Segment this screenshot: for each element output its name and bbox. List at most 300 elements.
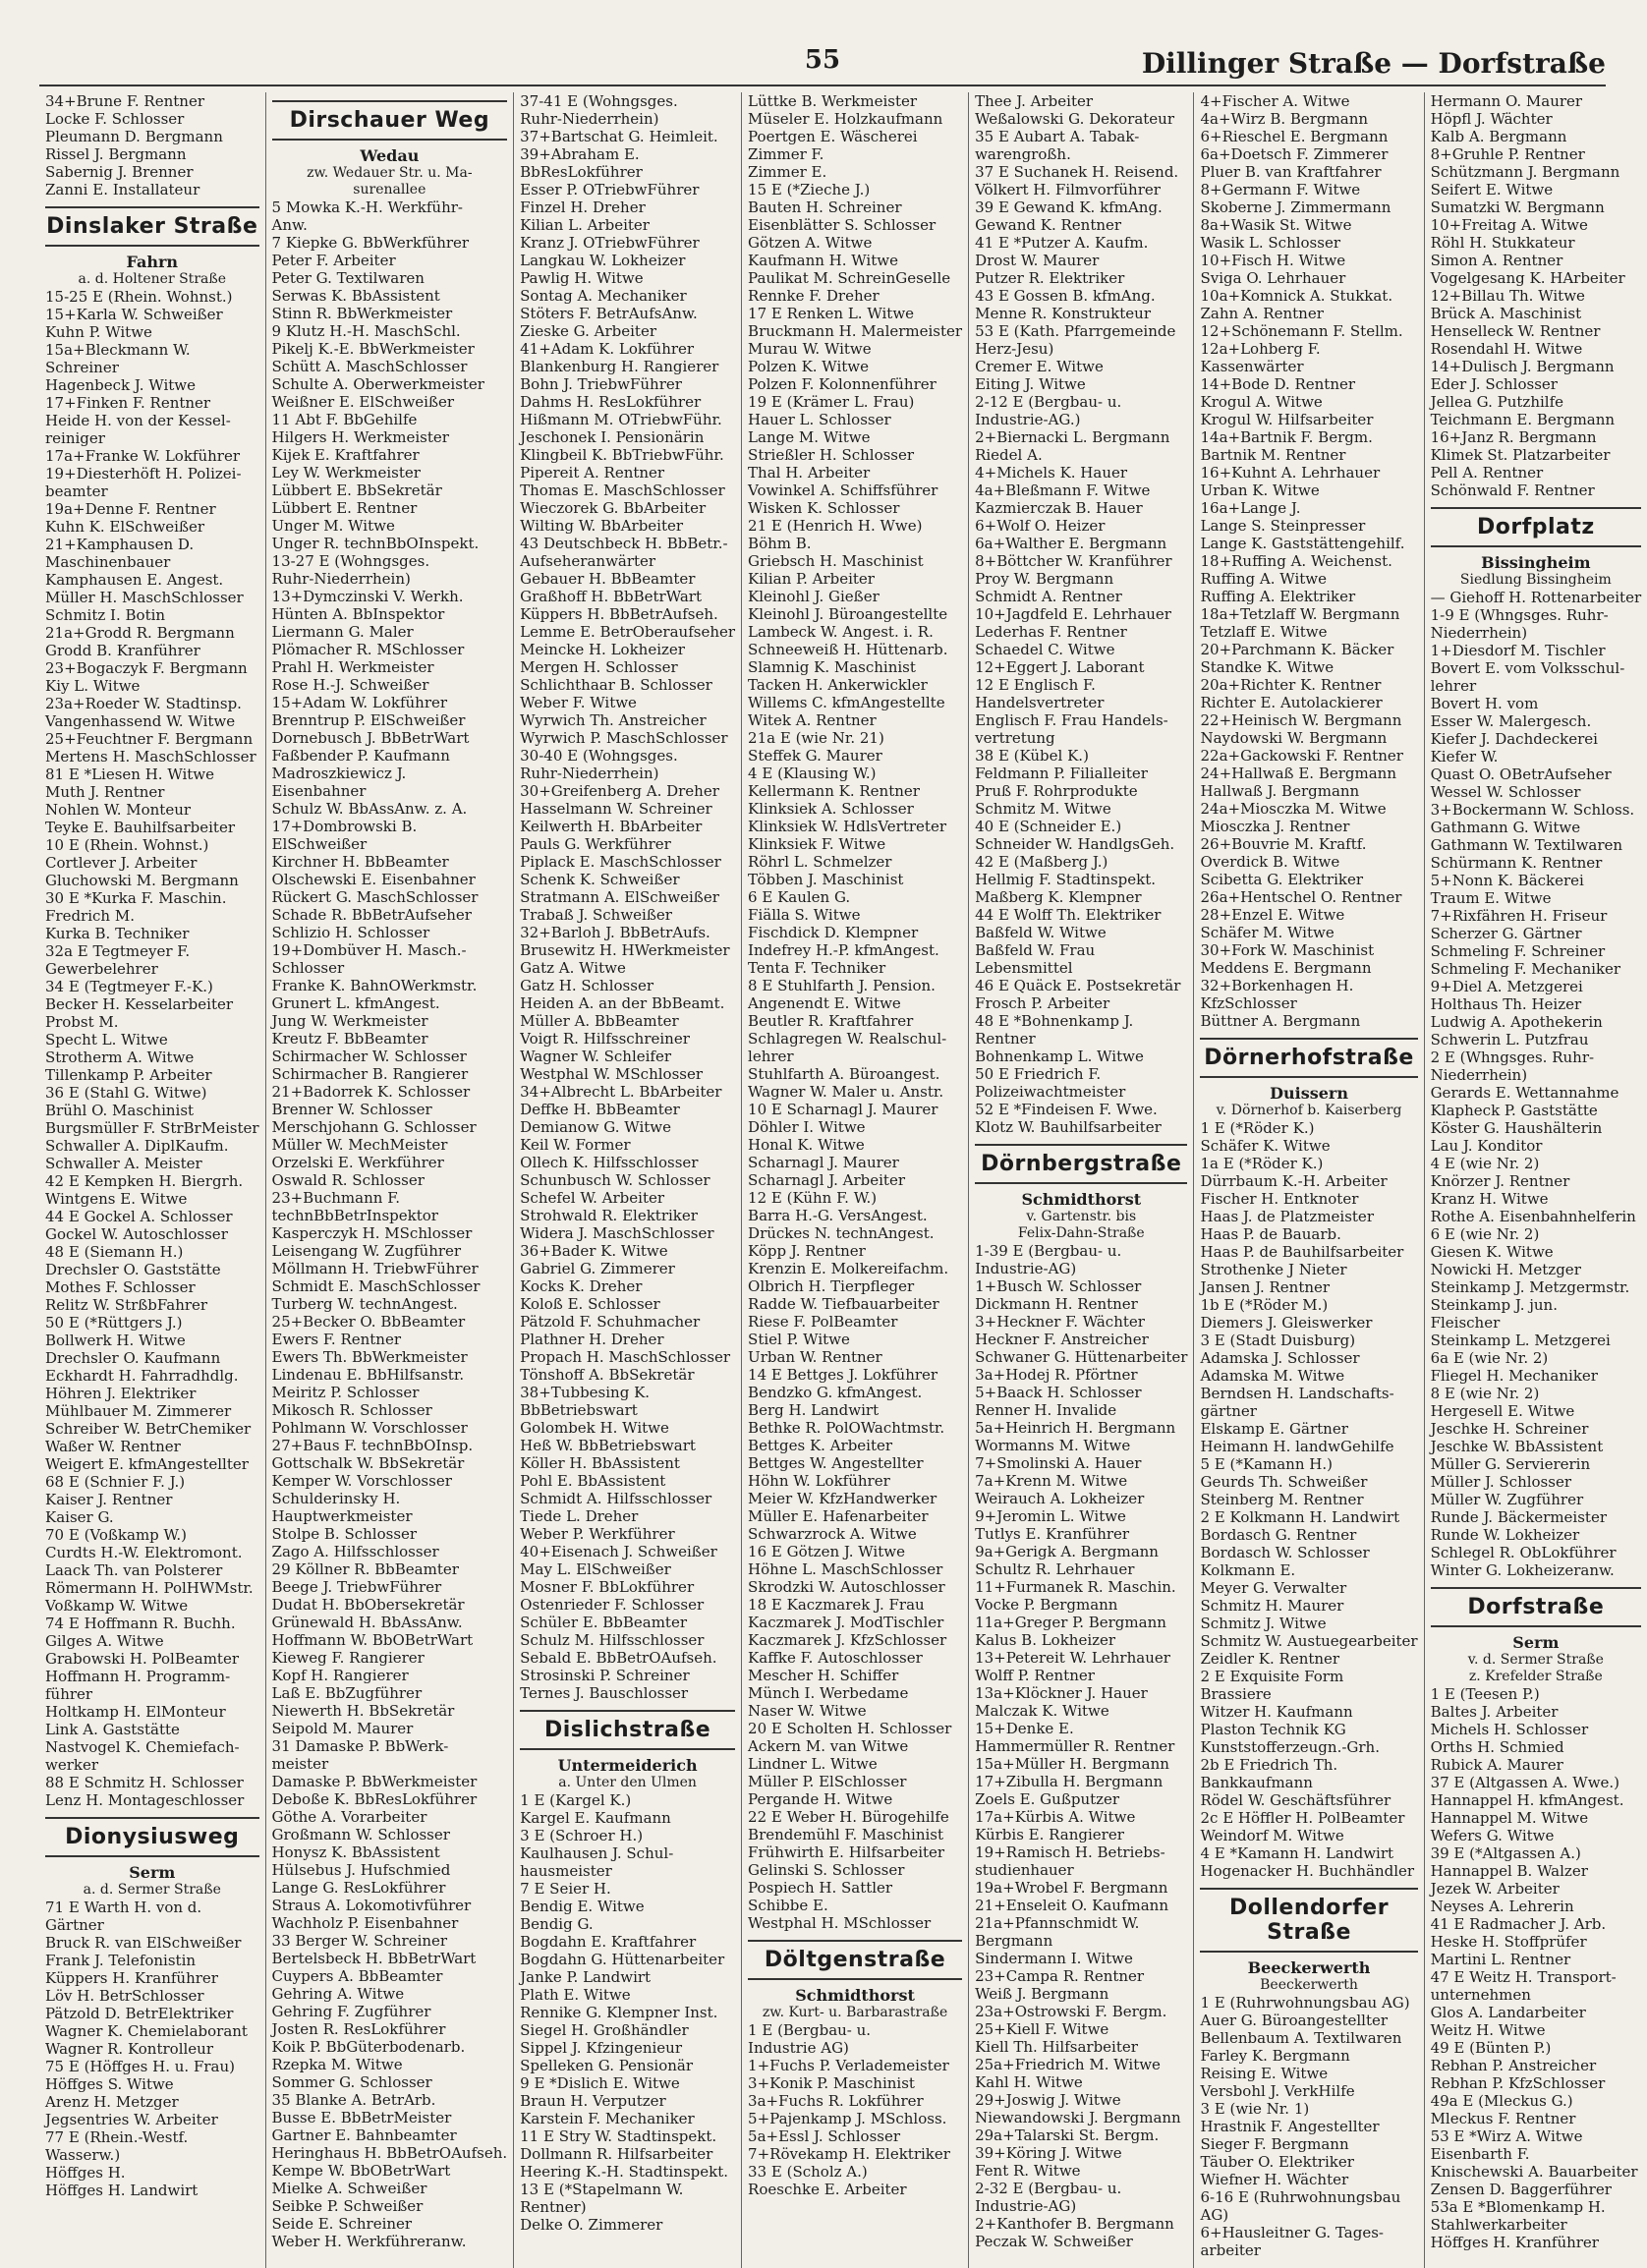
resident-entry: 31 Damaske P. BbWerk-: [271, 1737, 449, 1755]
resident-entry: 15+Adam W. Lokführer: [271, 694, 448, 711]
resident-entry: Kalb A. Bergmann: [1430, 128, 1567, 145]
resident-entry: Polzen K. Witwe: [748, 358, 870, 375]
directory-columns: [39, 92, 1642, 2268]
resident-entry: 1+Fuchs P. Verlademeister: [748, 2057, 949, 2074]
resident-entry: Hißmann M. OTriebwFühr.: [520, 411, 722, 428]
resident-entry: 21+Kamphausen D.: [45, 536, 195, 553]
resident-entry: Müller W. Zugführer: [1430, 1491, 1584, 1508]
resident-entry: Esser W. Malergesch.: [1430, 712, 1592, 730]
resident-entry: Adamska J. Schlosser: [1200, 1349, 1360, 1367]
resident-entry: Großmann W. Schlosser: [271, 1826, 450, 1843]
district-heading: Bissingheim: [1481, 553, 1591, 572]
resident-entry: Versbohl J. VerkHilfe: [1200, 2082, 1355, 2100]
resident-entry: 24+Hallwaß E. Bergmann: [1200, 765, 1396, 782]
resident-entry: Jegsentries W. Arbeiter: [45, 2111, 218, 2128]
resident-entry: Krogul W. Hilfsarbeiter: [1200, 411, 1374, 428]
resident-entry: Link A. Gaststätte: [45, 1721, 180, 1738]
resident-entry: 19+Diesterhöft H. Polizei-: [45, 465, 242, 482]
resident-entry: 1 E (Kargel K.): [520, 1791, 632, 1809]
resident-entry: Kaufmann H. Witwe: [748, 252, 898, 269]
street-location-note: Beeckerwerth: [1260, 1977, 1358, 1993]
resident-entry: Rückert G. MaschSchlosser: [271, 888, 479, 906]
resident-entry: Schneider W. HandlgsGeh.: [975, 835, 1175, 853]
resident-entry: Kreutz F. BbBeamter: [271, 1030, 428, 1048]
resident-entry: 5+Pajenkamp J. MSchloss.: [748, 2110, 947, 2127]
street-heading: Dionysiusweg: [45, 1817, 259, 1857]
resident-entry: 9 Klutz H.-H. MaschSchl.: [271, 322, 461, 340]
resident-entry: Berg H. Landwirt: [748, 1401, 880, 1419]
resident-entry: Kieweg F. Rangierer: [271, 1649, 425, 1667]
resident-entry: Sumatzki W. Bergmann: [1430, 198, 1605, 216]
resident-entry: Schütt A. MaschSchlosser: [271, 358, 468, 375]
resident-entry: 8a+Wasik St. Witwe: [1200, 216, 1352, 234]
resident-entry: Berndsen H. Landschafts-: [1200, 1385, 1394, 1402]
resident-entry: 1+Diesdorf M. Tischler: [1430, 642, 1606, 659]
resident-entry: 2c E Höffler H. PolBeamter: [1200, 1809, 1405, 1827]
resident-entry: Bethke R. PolOWachtmstr.: [748, 1419, 945, 1437]
district-heading: Beeckerwerth: [1247, 1958, 1371, 1977]
resident-entry: Sabernig J. Brenner: [45, 163, 194, 181]
resident-entry: 6+Rieschel E. Bergmann: [1200, 128, 1389, 145]
resident-entry: 18+Ruffing A. Weichenst.: [1200, 552, 1392, 570]
resident-entry: 29 Köllner R. BbBeamter: [271, 1560, 459, 1578]
district-heading: Serm: [129, 1863, 176, 1882]
resident-entry: Münch I. Werbedame: [748, 1684, 909, 1702]
resident-entry: Büttner A. Bergmann: [1200, 1012, 1361, 1030]
resident-entry: Niewerth H. BbSekretär: [271, 1702, 455, 1720]
resident-entry: Karstein F. Mechaniker: [520, 2110, 695, 2127]
resident-entry: Tiede L. Dreher: [520, 1507, 639, 1525]
resident-entry: 19+Dombüver H. Masch.-: [271, 941, 467, 959]
resident-entry: Koloß E. Schlosser: [520, 1295, 660, 1313]
resident-entry: Lüttke B. Werkmeister: [748, 92, 918, 110]
resident-entry: Klapheck P. Gaststätte: [1430, 1102, 1598, 1119]
resident-entry: Adamska M. Witwe: [1200, 1367, 1345, 1385]
resident-entry: Kempe W. BbOBetrWart: [271, 2162, 451, 2180]
resident-entry: Deboße K. BbResLokführer: [271, 1790, 478, 1808]
resident-entry: Graßhoff H. BbBetrWart: [520, 588, 702, 605]
resident-entry: Kalus B. Lokheizer: [975, 1631, 1116, 1649]
resident-entry: Fredrich M.: [45, 907, 135, 925]
resident-entry: Polizeiwachtmeister: [975, 1083, 1126, 1101]
resident-entry: Kunststofferzeugn.-Grh.: [1200, 1738, 1380, 1756]
resident-entry: 39 E (*Altgassen A.): [1430, 1844, 1581, 1862]
resident-entry: Fliegel H. Mechaniker: [1430, 1367, 1598, 1385]
resident-entry: Wagner W. Schleifer: [520, 1048, 672, 1065]
resident-entry: 2-32 E (Bergbau- u.: [975, 2180, 1122, 2197]
resident-entry: Wieczorek G. BbArbeiter: [520, 499, 707, 517]
resident-entry: Esser P. OTriebwFührer: [520, 181, 700, 198]
street-heading: Dollendorfer Straße: [1200, 1888, 1417, 1953]
resident-entry: Krenzin E. Molkereifachm.: [748, 1260, 949, 1277]
resident-entry: Industrie-AG.): [975, 411, 1081, 428]
resident-entry: Overdick B. Witwe: [1200, 853, 1340, 871]
resident-entry: 41 E *Putzer A. Kaufm.: [975, 234, 1149, 252]
resident-entry: Weber H. Werkführeranw.: [271, 2233, 467, 2250]
resident-entry: 21 E (Henrich H. Wwe): [748, 517, 923, 535]
resident-entry: Faßbender P. Kaufmann: [271, 747, 450, 765]
resident-entry: Gehring A. Witwe: [271, 1985, 405, 2003]
resident-entry: Heringhaus H. BbBetrOAufseh.: [271, 2144, 508, 2162]
resident-entry: 4+Michels K. Hauer: [975, 464, 1128, 482]
resident-entry: Wachholz P. Eisenbahner: [271, 1914, 459, 1932]
resident-entry: Menne R. Konstrukteur: [975, 305, 1152, 322]
resident-entry: Haas J. de Platzmeister: [1200, 1208, 1374, 1225]
resident-entry: Teyke E. Bauhilfsarbeiter: [45, 819, 236, 836]
resident-entry: 7 Kiepke G. BbWerkführer: [271, 234, 470, 252]
resident-entry: 32+Barloh J. BbBetrAufs.: [520, 924, 710, 941]
resident-entry: Knischewski A. Bauarbeiter: [1430, 2163, 1638, 2181]
resident-entry: 20+Parchmann K. Bäcker: [1200, 641, 1394, 658]
resident-entry: Schwerin L. Putzfrau: [1430, 1031, 1589, 1049]
resident-entry: Schultz R. Lehrhauer: [975, 1560, 1135, 1578]
resident-entry: Josten R. ResLokführer: [271, 2020, 446, 2038]
resident-entry: warengroßh.: [975, 145, 1071, 163]
resident-entry: Ley W. Werkmeister: [271, 464, 421, 482]
resident-entry: Ewers F. Rentner: [271, 1331, 402, 1348]
resident-entry: Pipereit A. Rentner: [520, 464, 665, 482]
resident-entry: 23+Buchmann F.: [271, 1189, 401, 1207]
resident-entry: Hallwaß J. Bergmann: [1200, 782, 1360, 800]
resident-entry: Gluchowski M. Bergmann: [45, 872, 239, 889]
resident-entry: Kiefer W.: [1430, 748, 1499, 765]
resident-entry: Bellenbaum A. Textilwaren: [1200, 2029, 1402, 2047]
resident-entry: Krogul A. Witwe: [1200, 393, 1323, 411]
resident-entry: 6a E (wie Nr. 2): [1430, 1349, 1549, 1367]
resident-entry: Strosinski P. Schreiner: [520, 1667, 690, 1684]
resident-entry: 18a+Tetzlaff W. Bergmann: [1200, 605, 1400, 623]
resident-entry: 12a+Lohberg F.: [1200, 340, 1321, 358]
resident-entry: 37+Bartschat G. Heimleit.: [520, 128, 718, 145]
resident-entry: Gehring F. Zugführer: [271, 2003, 431, 2020]
resident-entry: 13 E (*Stapelmann W.: [520, 2181, 684, 2198]
resident-entry: 35 E Aubart A. Tabak-: [975, 128, 1140, 145]
resident-entry: Gatz H. Schlosser: [520, 977, 653, 994]
resident-entry: Schmidt E. MaschSchlosser: [271, 1277, 481, 1295]
resident-entry: 17a+Kürbis A. Witwe: [975, 1808, 1136, 1826]
resident-entry: 3 E (wie Nr. 1): [1200, 2100, 1310, 2118]
resident-entry: Schüler E. BbBeamter: [520, 1614, 688, 1631]
resident-entry: Martini L. Rentner: [1430, 1951, 1571, 1968]
resident-entry: 4 E (wie Nr. 2): [1430, 1155, 1540, 1172]
street-location-note: v. Gartenstr. bis: [1026, 1209, 1137, 1224]
resident-entry: Piplack E. MaschSchlosser: [520, 853, 721, 871]
resident-entry: Rennke F. Dreher: [748, 287, 880, 305]
resident-entry: Murau W. Witwe: [748, 340, 872, 358]
resident-entry: Wasserw.): [45, 2146, 121, 2164]
resident-entry: Gelinski S. Schlosser: [748, 1861, 905, 1879]
resident-entry: 52 E *Findeisen F. Wwe.: [975, 1101, 1158, 1118]
page-number: 55: [804, 45, 841, 75]
resident-entry: Kassenwärter: [1200, 358, 1304, 375]
resident-entry: Eder J. Schlosser: [1430, 375, 1558, 393]
resident-entry: Lambeck W. Angest. i. R.: [748, 623, 934, 641]
resident-entry: Schaedel C. Witwe: [975, 641, 1115, 658]
resident-entry: Winter G. Lokheizeranw.: [1430, 1561, 1615, 1579]
resident-entry: Sontag A. Mechaniker: [520, 287, 687, 305]
resident-entry: Bogdahn E. Kraftfahrer: [520, 1933, 697, 1951]
resident-entry: Jeschke W. BbAssistent: [1430, 1438, 1604, 1455]
resident-entry: beamter: [45, 482, 108, 500]
resident-entry: 38+Tubbesing K.: [520, 1384, 651, 1401]
resident-entry: Völkert H. Filmvorführer: [975, 181, 1161, 198]
resident-entry: Westphal W. MSchlosser: [520, 1065, 704, 1083]
resident-entry: 88 E Schmitz H. Schlosser: [45, 1774, 244, 1791]
resident-entry: Ewers Th. BbWerkmeister: [271, 1348, 468, 1366]
resident-entry: Wormanns M. Witwe: [975, 1437, 1131, 1454]
resident-entry: 6+Hausleitner G. Tages-: [1200, 2224, 1384, 2241]
resident-entry: Tutlys E. Kranführer: [975, 1525, 1130, 1543]
directory-column: [39, 92, 265, 2268]
resident-entry: 3a+Fuchs R. Lokführer: [748, 2092, 924, 2110]
resident-entry: Malczak K. Witwe: [975, 1702, 1109, 1720]
resident-entry: Klinksiek A. Schlosser: [748, 800, 914, 818]
resident-entry: Stuhlfarth A. Büroangest.: [748, 1065, 940, 1083]
resident-entry: Vogelgesang K. HArbeiter: [1430, 269, 1625, 287]
resident-entry: Mescher H. Schiffer: [748, 1667, 899, 1684]
resident-entry: Ackern M. van Witwe: [748, 1737, 909, 1755]
resident-entry: 2+Kanthofer B. Bergmann: [975, 2215, 1174, 2233]
resident-entry: Schlagregen W. Realschul-: [748, 1030, 947, 1048]
resident-entry: Nohlen W. Monteur: [45, 801, 192, 819]
resident-entry: Auer G. Büroangestellter: [1200, 2012, 1389, 2029]
resident-entry: Weirauch A. Lokheizer: [975, 1490, 1145, 1507]
resident-entry: 30+Fork W. Maschinist: [1200, 941, 1375, 959]
resident-entry: 14 E Bettges J. Lokführer: [748, 1366, 938, 1384]
street-heading: Dörnbergstraße: [975, 1144, 1187, 1184]
resident-entry: 22 E Weber H. Bürogehilfe: [748, 1808, 949, 1826]
resident-entry: 10+Freitag A. Witwe: [1430, 216, 1588, 234]
district-heading: Untermeiderich: [557, 1756, 698, 1775]
resident-entry: 15-25 E (Rhein. Wohnst.): [45, 288, 233, 306]
resident-entry: Zahn A. Rentner: [1200, 305, 1324, 322]
resident-entry: Drechsler O. Kaufmann: [45, 1349, 221, 1367]
resident-entry: Bertelsbeck H. BbBetrWart: [271, 1950, 477, 1967]
resident-entry: Kemper W. Vorschlosser: [271, 1472, 452, 1490]
street-heading: Döltgenstraße: [748, 1940, 962, 1980]
resident-entry: Brenntrup P. ElSchweißer: [271, 711, 466, 729]
resident-entry: Steinkamp J. jun.: [1430, 1296, 1558, 1314]
resident-entry: 5a+Essl J. Schlosser: [748, 2127, 901, 2145]
resident-entry: 30-40 E (Wohngsges.: [520, 747, 678, 765]
resident-entry: 25+Becker O. BbBeamter: [271, 1313, 466, 1331]
resident-entry: Frühwirth E. Hilfsarbeiter: [748, 1843, 945, 1861]
resident-entry: 77 E (Rhein.-Westf.: [45, 2128, 189, 2146]
district-heading: Serm: [1512, 1633, 1560, 1652]
resident-entry: 12+Eggert J. Laborant: [975, 658, 1145, 676]
resident-entry: Kleinohl J. Büroangestellte: [748, 605, 948, 623]
resident-entry: Küppers H. Kranführer: [45, 1969, 218, 1987]
resident-entry: Straus A. Lokomotivführer: [271, 1897, 472, 1914]
resident-entry: 23a+Roeder W. Stadtinsp.: [45, 695, 242, 712]
resident-entry: Meddens E. Bergmann: [1200, 959, 1372, 977]
resident-entry: Schulz W. BbAssAnw. z. A.: [271, 800, 468, 818]
resident-entry: Scherzer G. Gärtner: [1430, 925, 1582, 942]
resident-entry: Hilgers H. Werkmeister: [271, 428, 449, 446]
resident-entry: Schmitz M. Witwe: [975, 800, 1111, 818]
resident-entry: 15+Denke E.: [975, 1720, 1074, 1737]
resident-entry: 1-39 E (Bergbau- u.: [975, 1242, 1122, 1260]
resident-entry: Delke O. Zimmerer: [520, 2216, 663, 2234]
resident-entry: hausmeister: [520, 1862, 612, 1880]
resident-entry: reiniger: [45, 429, 105, 447]
resident-entry: Gilges A. Witwe: [45, 1632, 164, 1650]
resident-entry: 9 E *Dislich E. Witwe: [520, 2074, 680, 2092]
street-location-note: v. Dörnerhof b. Kaiserberg: [1216, 1103, 1402, 1118]
resident-entry: Köller H. BbAssistent: [520, 1454, 680, 1472]
resident-entry: Pergande H. Witwe: [748, 1790, 893, 1808]
resident-entry: 12 E (Kühn F. W.): [748, 1189, 878, 1207]
resident-entry: 50 E Friedrich F.: [975, 1065, 1102, 1083]
resident-entry: 5+Baack H. Schlosser: [975, 1384, 1142, 1401]
resident-entry: Schmeling F. Mechaniker: [1430, 960, 1621, 978]
resident-entry: Kilian L. Arbeiter: [520, 216, 650, 234]
resident-entry: 15+Karla W. Schweißer: [45, 306, 223, 323]
resident-entry: Plathner H. Dreher: [520, 1331, 664, 1348]
resident-entry: 19a+Wrobel F. Bergmann: [975, 1879, 1168, 1897]
resident-entry: Drückes N. technAngest.: [748, 1224, 935, 1242]
resident-entry: Schunbusch W. Schlosser: [520, 1171, 710, 1189]
resident-entry: Rennike G. Klempner Inst.: [520, 2004, 718, 2021]
resident-entry: 11a+Greger P. Bergmann: [975, 1614, 1166, 1631]
resident-entry: Cremer E. Witwe: [975, 358, 1104, 375]
resident-entry: Haas P. de Bauhilfsarbeiter: [1200, 1243, 1404, 1261]
resident-entry: Anw.: [271, 216, 308, 234]
resident-entry: Holthaus Th. Heizer: [1430, 995, 1582, 1013]
resident-entry: Brassiere: [1200, 1685, 1272, 1703]
resident-entry: Keilwerth H. BbArbeiter: [520, 818, 703, 835]
resident-entry: 17+Finken F. Rentner: [45, 394, 211, 412]
resident-entry: 6 E (wie Nr. 2): [1430, 1225, 1540, 1243]
resident-entry: Vowinkel A. Schiffsführer: [748, 482, 938, 499]
resident-entry: Schmidt A. Rentner: [975, 588, 1122, 605]
directory-column: [1193, 92, 1423, 2268]
resident-entry: Meiritz P. Schlosser: [271, 1384, 420, 1401]
resident-entry: Kirchner H. BbBeamter: [271, 853, 449, 871]
resident-entry: technBbBetrInspektor: [271, 1207, 438, 1224]
resident-entry: 19+Ramisch H. Betriebs-: [975, 1843, 1165, 1861]
resident-entry: 2 E Exquisite Form: [1200, 1668, 1344, 1685]
resident-entry: Farley K. Bergmann: [1200, 2047, 1350, 2065]
resident-entry: Angenendt E. Witwe: [748, 994, 901, 1012]
resident-entry: Küppers H. BbBetrAufseh.: [520, 605, 718, 623]
resident-entry: Schmitz W. Austuegearbeiter: [1200, 1632, 1418, 1650]
resident-entry: Giesen K. Witwe: [1430, 1243, 1554, 1261]
resident-entry: Bovert H. vom: [1430, 695, 1539, 712]
resident-entry: Schirmacher W. Schlosser: [271, 1048, 467, 1065]
resident-entry: Hogenacker H. Buchhändler: [1200, 1862, 1415, 1880]
resident-entry: Bohnenkamp L. Witwe: [975, 1048, 1144, 1065]
resident-entry: studienhauer: [975, 1861, 1074, 1879]
resident-entry: Westphal H. MSchlosser: [748, 1914, 932, 1932]
resident-entry: Meyer G. Verwalter: [1200, 1579, 1347, 1597]
resident-entry: Bruck R. van ElSchweißer: [45, 1934, 242, 1952]
resident-entry: 38 E (Kübel K.): [975, 747, 1089, 765]
resident-entry: 32a E Tegtmeyer F.: [45, 942, 191, 960]
resident-entry: Becker H. Kesselarbeiter: [45, 995, 234, 1013]
resident-entry: Orzelski E. Werkführer: [271, 1154, 444, 1171]
resident-entry: 13-27 E (Wohngsges.: [271, 552, 430, 570]
resident-entry: Handelsvertreter: [975, 694, 1105, 711]
resident-entry: Götzen A. Witwe: [748, 234, 873, 252]
resident-entry: Riedel A.: [975, 446, 1043, 464]
resident-entry: Cortlever J. Arbeiter: [45, 854, 198, 872]
resident-entry: Strotherm A. Witwe: [45, 1049, 195, 1066]
resident-entry: Ludwig A. Apothekerin: [1430, 1013, 1603, 1031]
resident-entry: 3 E (Stadt Duisburg): [1200, 1332, 1356, 1349]
resident-entry: Schreiner: [45, 359, 119, 376]
resident-entry: Kargel E. Kaufmann: [520, 1809, 671, 1827]
resident-entry: Gebauer H. BbBeamter: [520, 570, 696, 588]
resident-entry: 1 E (*Röder K.): [1200, 1119, 1315, 1137]
resident-entry: 8+Gruhle P. Rentner: [1430, 145, 1585, 163]
resident-entry: 8 E Stuhlfarth J. Pension.: [748, 977, 936, 994]
resident-entry: 22a+Gackowski F. Rentner: [1200, 747, 1403, 765]
resident-entry: Ruffing A. Elektriker: [1200, 588, 1356, 605]
resident-entry: Frank J. Telefonistin: [45, 1952, 197, 1969]
resident-entry: 43 Deutschbeck H. BbBetr.-: [520, 535, 728, 552]
resident-entry: 23a+Ostrowski F. Bergm.: [975, 2003, 1167, 2020]
resident-entry: Bendzko G. kfmAngest.: [748, 1384, 923, 1401]
resident-entry: Propach H. MaschSchlosser: [520, 1348, 731, 1366]
resident-entry: Willems C. kfmAngestellte: [748, 694, 945, 711]
resident-entry: Witek A. Rentner: [748, 711, 877, 729]
resident-entry: Kleinohl J. Gießer: [748, 588, 880, 605]
resident-entry: Müller P. ElSchlosser: [748, 1773, 907, 1790]
resident-entry: 10 E (Rhein. Wohnst.): [45, 836, 209, 854]
resident-entry: Richter E. Autolackierer: [1200, 694, 1383, 711]
resident-entry: 36 E (Stahl G. Witwe): [45, 1084, 207, 1102]
resident-entry: Baßfeld W. Frau: [975, 941, 1096, 959]
resident-entry: Weigert E. kfmAngestellter: [45, 1455, 249, 1473]
resident-entry: Thomas E. MaschSchlosser: [520, 482, 725, 499]
resident-entry: Heering K.-H. Stadtinspekt.: [520, 2163, 729, 2181]
resident-entry: Curdts H.-W. Elektromont.: [45, 1544, 243, 1561]
resident-entry: 41+Adam K. Lokführer: [520, 340, 695, 358]
resident-entry: Kuhn P. Witwe: [45, 323, 152, 341]
resident-entry: Mothes F. Schlosser: [45, 1278, 196, 1296]
resident-entry: Brenner W. Schlosser: [271, 1101, 432, 1118]
resident-entry: 16+Kuhnt A. Lehrhauer: [1200, 464, 1381, 482]
resident-entry: 12 E Englisch F.: [975, 676, 1096, 694]
resident-entry: Thal H. Arbeiter: [748, 464, 871, 482]
resident-entry: Höffges H. Landwirt: [45, 2182, 199, 2199]
resident-entry: Kellermann K. Rentner: [748, 782, 920, 800]
resident-entry: Wyrwich Th. Anstreicher: [520, 711, 707, 729]
resident-entry: Wefers G. Witwe: [1430, 1827, 1555, 1844]
resident-entry: 39 E Gewand K. kfmAng.: [975, 198, 1163, 216]
district-heading: Fahrn: [126, 253, 179, 271]
resident-entry: Pätzold D. BetrElektriker: [45, 2005, 234, 2022]
resident-entry: Proy W. Bergmann: [975, 570, 1114, 588]
resident-entry: Röhrl L. Schmelzer: [748, 853, 892, 871]
resident-entry: BbResLokführer: [520, 163, 643, 181]
resident-entry: 2 E Kolkmann H. Landwirt: [1200, 1508, 1400, 1526]
resident-entry: Bettges W. Angestellter: [748, 1454, 924, 1472]
resident-entry: 2 E (Whngsges. Ruhr-: [1430, 1049, 1595, 1066]
resident-entry: Frosch P. Arbeiter: [975, 994, 1110, 1012]
running-head: Dillinger Straße — Dorfstraße: [1141, 47, 1606, 80]
resident-entry: 3+Konik P. Maschinist: [748, 2074, 915, 2092]
resident-entry: Hauptwerkmeister: [271, 1507, 413, 1525]
resident-entry: 50 E (*Rüttgers J.): [45, 1314, 183, 1332]
resident-entry: 22+Heinisch W. Bergmann: [1200, 711, 1402, 729]
resident-entry: Hannappel H. kfmAngest.: [1430, 1791, 1624, 1809]
resident-entry: Eisenbahner: [271, 782, 367, 800]
resident-entry: Sommer G. Schlosser: [271, 2073, 432, 2091]
resident-entry: Glos A. Landarbeiter: [1430, 2004, 1586, 2021]
resident-entry: Kasperczyk H. MSchlosser: [271, 1224, 473, 1242]
